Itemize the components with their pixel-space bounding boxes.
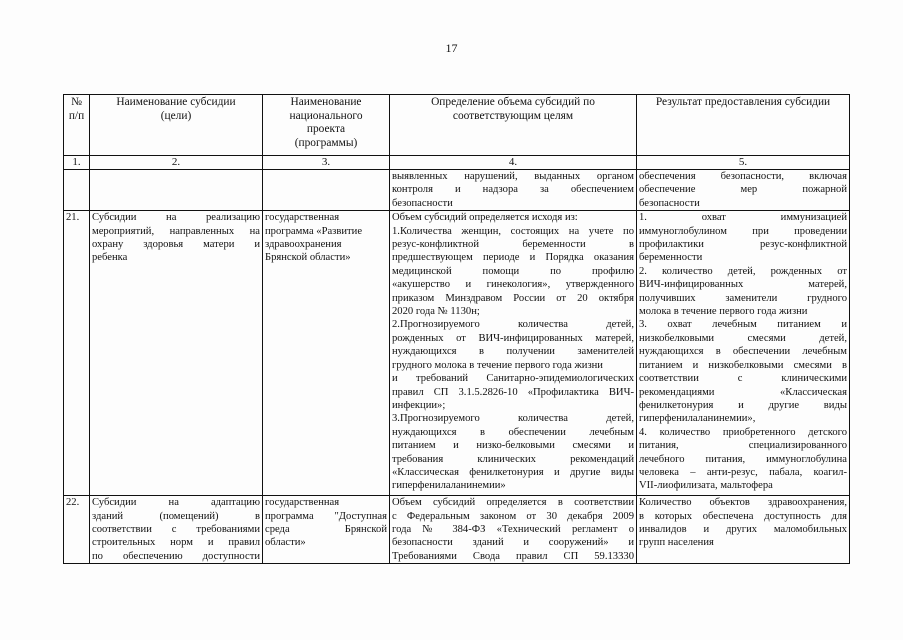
cell-text-line: государственная [265, 497, 340, 509]
header-result [637, 95, 850, 156]
cell-text-line: здравоохранения [265, 239, 342, 251]
cell-text-line: требования клинических рекомендаций [392, 453, 634, 465]
cell-text-line: национального [289, 109, 363, 122]
cell-text-line: инвалидов и других маломобильных [639, 524, 847, 536]
table-row [64, 170, 850, 211]
definition-cell [390, 211, 637, 496]
cell-text-line: питания, специализированного [639, 440, 847, 452]
table-row [64, 211, 850, 496]
cell-text-line: питанием и низкобелковыми смесями в [639, 359, 847, 371]
cell-text-line: обеспечение мер пожарной [639, 184, 847, 196]
definition-cell [390, 496, 637, 564]
cell-text-line: и требований Санитарно-эпидемиологических [392, 373, 634, 385]
cell-text-line: нуждающихся в обеспечении лечебным [392, 426, 634, 438]
cell-text-line: 1. охват иммунизацией [639, 212, 847, 224]
cell-text-line: Объем субсидий определяется исходя из: [392, 212, 578, 224]
subsidy-name-cell [90, 170, 263, 211]
cell-text-line: контроля и надзора за обеспечением [392, 184, 634, 196]
cell-text-line: по обеспечению доступности [92, 550, 260, 562]
cell-text-line: 4. количество приобретенного детского [639, 426, 847, 438]
cell-text-line: низкобелковыми смесями детей, [639, 332, 847, 344]
cell-text-line: групп населения [639, 537, 714, 549]
cell-text-line: соответствии с клиническими [639, 373, 847, 385]
cell-text-line: молока в течение первого года жизни [639, 306, 808, 318]
cell-text-line: предшествующем периоде и Порядка оказания [392, 252, 634, 264]
row-number: 22. [64, 496, 90, 564]
page-number: 17 [445, 41, 458, 55]
cell-text-line: Субсидии на адаптацию [92, 497, 260, 509]
cell-text-line: VII-лиофилизата, мальтофера [639, 480, 773, 492]
cell-text-line: иммуноглобулином при проведении [639, 225, 847, 237]
cell-text-line: области» [265, 537, 306, 549]
cell-text-line: «акушерство и гинекология», утвержденного [392, 279, 634, 291]
cell-text-line: соответствующим целям [452, 109, 574, 122]
cell-text-line: (цели) [160, 109, 192, 122]
column-number: 4. [390, 156, 637, 170]
cell-text-line: зданий (помещений) в [92, 510, 260, 522]
cell-text-line: гиперфенилаланинемии», [639, 413, 756, 425]
subsidy-name-cell [90, 496, 263, 564]
cell-text-line: № [71, 96, 82, 108]
cell-text-line: Определение объема субсидий по [431, 96, 595, 108]
row-number: 21. [64, 211, 90, 496]
result-cell [637, 170, 850, 211]
program-cell [263, 211, 390, 496]
cell-text-line: 2020 года № 1130н; [392, 306, 480, 318]
subsidy-name-cell [90, 211, 263, 496]
subsidy-table [63, 94, 850, 564]
cell-text-line: получивших заменители грудного [639, 292, 847, 304]
cell-text-line: фенилкетонурия и другие виды [639, 399, 847, 411]
cell-text-line: 3. охват лечебным питанием и [639, 319, 847, 331]
cell-text-line: 2.Прогнозируемого количества детей, [392, 319, 634, 331]
cell-text-line: ребенка [92, 252, 128, 264]
result-cell [637, 496, 850, 564]
cell-text-line: человека – анти-резус, пабала, коагил- [639, 466, 847, 478]
cell-text-line: года № 384-ФЗ «Технический регламент о [392, 524, 634, 536]
cell-text-line: рожденных от ВИЧ-инфицированных матерей, [392, 332, 634, 344]
cell-text-line: грудного молока в течение первого года жизни [392, 359, 603, 371]
header-number [64, 95, 90, 156]
cell-text-line: соответствии с требованиями [92, 524, 260, 536]
cell-text-line: резус-конфликтной беременности в [392, 239, 634, 251]
header-program-name [263, 95, 390, 156]
cell-text-line: Брянской области» [265, 252, 351, 264]
cell-text-line: Субсидии на реализацию [92, 212, 260, 224]
cell-text-line: среда Брянской [265, 524, 387, 536]
cell-text-line: Наименование субсидии [116, 96, 236, 108]
cell-text-line: медицинской помощи по профилю [392, 265, 634, 277]
cell-text-line: п/п [68, 109, 85, 122]
cell-text-line: (программы) [294, 136, 358, 149]
table-row [64, 496, 850, 564]
cell-text-line: безопасности зданий и сооружений» и [392, 537, 634, 549]
cell-text-line: 1.Количества женщин, состоящих на учете по [392, 225, 634, 237]
cell-text-line: строительных норм и правил [92, 537, 260, 549]
cell-text-line: в которых обеспечена доступность для [639, 510, 847, 522]
program-cell [263, 170, 390, 211]
cell-text-line: приказом Минздравом России от 20 октября [392, 292, 634, 304]
cell-text-line: Наименование [290, 96, 362, 108]
cell-text-line: программа «Развитие [265, 225, 363, 237]
cell-text-line: выявленных нарушений, выданных органом [392, 171, 634, 182]
cell-text-line: рекомендациями «Классическая [639, 386, 847, 398]
cell-text-line: ВИЧ-инфицированных матерей, [639, 279, 847, 291]
cell-text-line: Количество объектов здравоохранения, [639, 497, 847, 509]
cell-text-line: беременности [639, 252, 703, 264]
column-number: 2. [90, 156, 263, 170]
cell-text-line: профилактики резус-конфликтной [639, 239, 847, 251]
column-number: 3. [263, 156, 390, 170]
cell-text-line: 2. количество детей, рожденных от [639, 265, 847, 277]
column-number: 5. [637, 156, 850, 170]
cell-text-line: государственная [265, 212, 340, 224]
cell-text-line: правил СП 3.1.5.2826-10 «Профилактика ВИЧ- [392, 386, 634, 398]
program-cell [263, 496, 390, 564]
cell-text-line: Результат предоставления субсидии [655, 96, 831, 108]
cell-text-line: питанием и низко-белковыми смесями и [392, 440, 634, 452]
cell-text-line: нуждающихся в получении заменителей [392, 346, 634, 358]
header-subsidy-name [90, 95, 263, 156]
cell-text-line: охрану здоровья матери и [92, 239, 260, 251]
cell-text-line: безопасности [639, 197, 700, 209]
cell-text-line: «Классическая фенилкетонурия и другие виды [392, 466, 634, 478]
cell-text-line: с Федеральным законом от 30 декабря 2009 [392, 510, 634, 522]
cell-text-line: лечебного питания, иммуноглобулина [639, 453, 847, 465]
result-cell [637, 211, 850, 496]
cell-text-line: 3.Прогнозируемого количества детей, [392, 413, 634, 425]
column-number: 1. [64, 156, 90, 170]
row-number [64, 170, 90, 211]
cell-text-line: программа "Доступная [265, 510, 387, 522]
cell-text-line: Объем субсидий определяется в соответствии [392, 497, 634, 509]
cell-text-line: Требованиями Свода правил СП 59.13330 [392, 550, 634, 562]
cell-text-line: мероприятий, направленных на [92, 225, 260, 237]
column-number-row [64, 156, 850, 170]
cell-text-line: гиперфенилаланинемии» [392, 480, 506, 492]
definition-cell [390, 170, 637, 211]
cell-text-line: инфекции»; [392, 399, 446, 411]
cell-text-line: обеспечения безопасности, включая [639, 171, 847, 182]
header-volume-definition [390, 95, 637, 156]
table-header-row [64, 95, 850, 156]
cell-text-line: проекта [306, 123, 346, 136]
cell-text-line: нуждающихся в обеспечении лечебным [639, 346, 847, 358]
cell-text-line: безопасности [392, 197, 453, 209]
